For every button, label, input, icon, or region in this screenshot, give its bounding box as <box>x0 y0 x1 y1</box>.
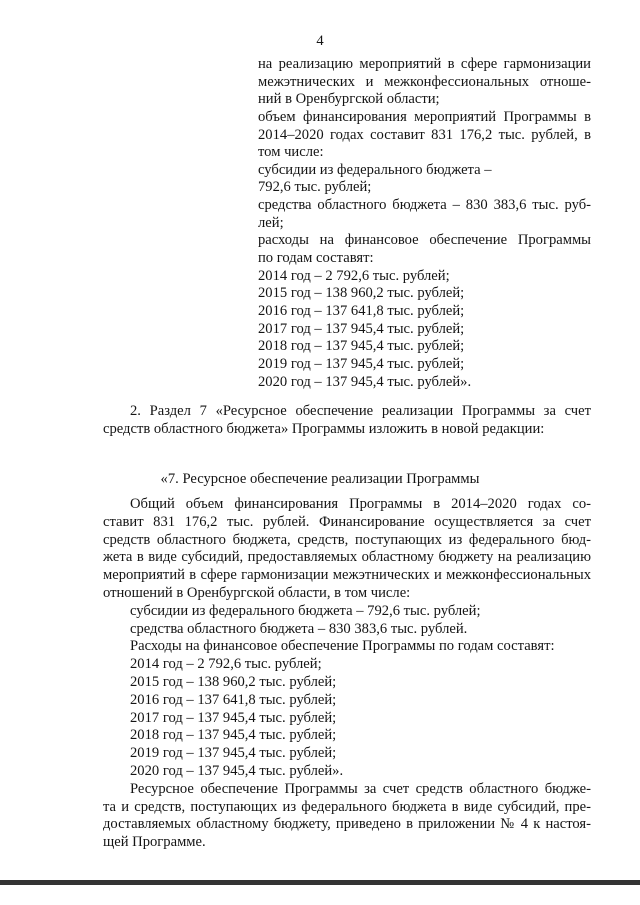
text-line: расходы на финансовое обеспечение Программы <box>258 232 591 249</box>
year-line: 2019 год – 137 945,4 тыс. рублей; <box>258 355 465 372</box>
year-line: 2017 год – 137 945,4 тыс. рублей; <box>258 320 465 337</box>
year-line: 2016 год – 137 641,8 тыс. рублей; <box>258 302 465 319</box>
year-line: 2015 год – 138 960,2 тыс. рублей; <box>258 285 465 302</box>
text-line: средств областного бюджета, средств, поступающих из федерального бюд- <box>103 531 591 548</box>
text-line: Расходы на финансовое обеспечение Программы по годам составят: <box>130 638 555 655</box>
text-line: ний в Оренбургской области; <box>258 91 440 108</box>
text-line: 2. Раздел 7 «Ресурсное обеспечение реализации Программы за счет <box>130 403 591 419</box>
year-line: 2016 год – 137 641,8 тыс. рублей; <box>130 691 337 708</box>
year-line: 2018 год – 137 945,4 тыс. рублей; <box>130 727 337 744</box>
text-line: Ресурсное обеспечение Программы за счет средств областного бюдже- <box>130 780 591 797</box>
year-line: 2018 год – 137 945,4 тыс. рублей; <box>258 338 465 355</box>
year-line: 2014 год – 2 792,6 тыс. рублей; <box>130 656 322 673</box>
text-line: доставляемых областному бюджету, приведено в приложении № 4 к настоя- <box>103 816 591 833</box>
year-line: 2019 год – 137 945,4 тыс. рублей; <box>130 745 337 762</box>
year-line: 2020 год – 137 945,4 тыс. рублей». <box>258 373 472 390</box>
section-body <box>103 496 591 852</box>
text-line: по годам составят: <box>258 250 374 267</box>
text-line: мероприятий в сфере гармонизации межэтнических и межконфессиональных <box>103 567 591 584</box>
text-line: субсидии из федерального бюджета – 792,6 тыс. рублей; <box>130 602 481 619</box>
page-number: 4 <box>316 33 324 49</box>
year-line: 2020 год – 137 945,4 тыс. рублей». <box>130 762 344 779</box>
text-line: средств областного бюджета» Программы изложить в новой редакции: <box>103 420 545 437</box>
year-line: 2017 год – 137 945,4 тыс. рублей; <box>130 709 337 726</box>
text-line: 2014–2020 годах составит 831 176,2 тыс. рублей, в <box>258 126 591 143</box>
text-line: отношений в Оренбургской области, в том числе: <box>103 584 411 601</box>
text-line: ставит 831 176,2 тыс. рублей. Финансирование осуществляется за счет <box>103 513 591 530</box>
text-line: субсидии из федерального бюджета – <box>258 161 492 178</box>
text-line: жета в виде субсидий, предоставляемых областному бюджету на реализацию <box>103 549 591 566</box>
text-line: средства областного бюджета – 830 383,6 тыс. руб- <box>258 197 591 214</box>
year-line: 2014 год – 2 792,6 тыс. рублей; <box>258 267 450 284</box>
text-line: объем финансирования мероприятий Программы в <box>258 108 591 125</box>
text-line: та и средств, поступающих из федерального бюджета в виде субсидий, пре- <box>103 798 591 815</box>
item-2-paragraph <box>103 403 591 439</box>
appendix-amendment-text <box>258 56 591 391</box>
text-line: щей Программе. <box>103 834 206 851</box>
text-line: межэтнических и межконфессиональных отноше- <box>258 73 591 90</box>
year-line: 2015 год – 138 960,2 тыс. рублей; <box>130 673 337 690</box>
text-line: лей; <box>258 214 284 231</box>
scan-bottom-border <box>0 880 640 885</box>
text-line: том числе: <box>258 144 324 161</box>
text-line: на реализацию мероприятий в сфере гармонизации <box>258 56 591 72</box>
text-line: 792,6 тыс. рублей; <box>258 179 372 196</box>
text-line: Общий объем финансирования Программы в 2014–2020 годах со- <box>130 496 591 512</box>
text-line: средства областного бюджета – 830 383,6 тыс. рублей. <box>130 620 468 637</box>
section-title: «7. Ресурсное обеспечение реализации Программы <box>160 471 480 487</box>
